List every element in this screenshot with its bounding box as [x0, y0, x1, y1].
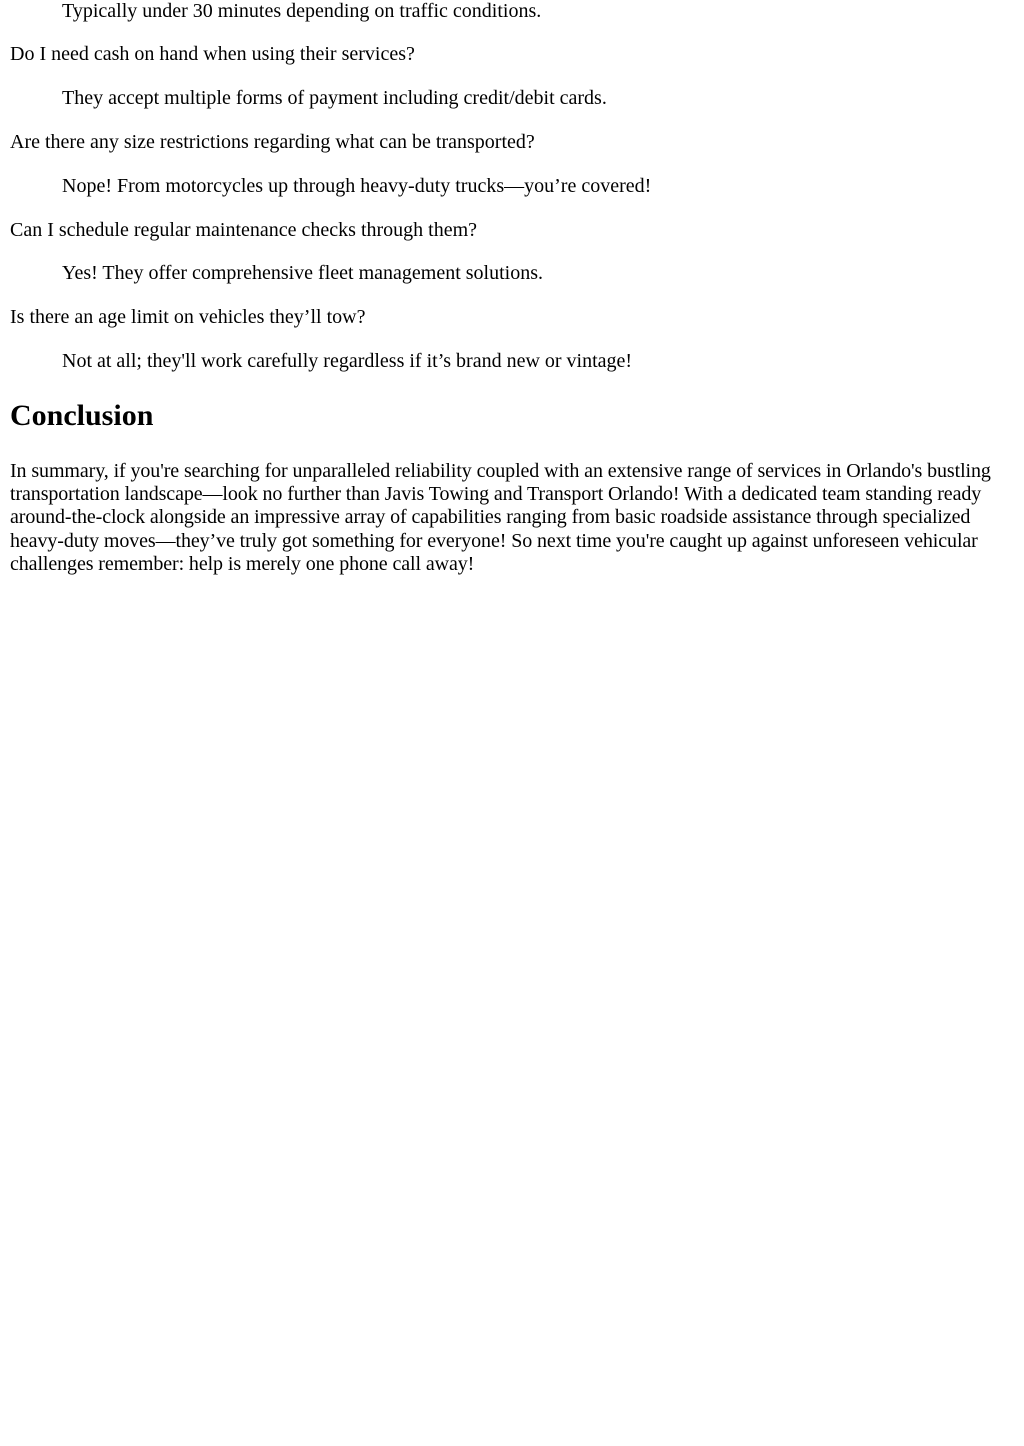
faq-answer: Nope! From motorcycles up through heavy-duty trucks—you’re covered!	[62, 175, 652, 197]
conclusion-paragraph: In summary, if you're searching for unparalleled reliability coupled with an extensive range of services in Orlando's bustling transportation landscape—look no further than Javis Towing and Transport Orlando! With a dedicated team standing ready around-the-clock alongside an impressive array of capabilities ranging from basic roadside assistance through specialized heavy-duty moves—they’ve truly got something for everyone! So next time you're caught up against unforeseen vehicular challenges remember: help is merely one phone call away!	[10, 460, 991, 575]
conclusion-heading: Conclusion	[10, 399, 154, 432]
faq-question: Are there any size restrictions regarding what can be transported?	[10, 131, 535, 153]
faq-question: Can I schedule regular maintenance checks through them?	[10, 219, 478, 241]
faq-answer: Not at all; they'll work carefully regardless if it’s brand new or vintage!	[62, 350, 633, 372]
faq-question: Is there an age limit on vehicles they’ll tow?	[10, 306, 366, 328]
faq-answer: Yes! They offer comprehensive fleet management solutions.	[62, 262, 543, 284]
faq-question: Do I need cash on hand when using their services?	[10, 43, 415, 65]
faq-answer: They accept multiple forms of payment including credit/debit cards.	[62, 87, 607, 109]
faq-answer: Typically under 30 minutes depending on traffic conditions.	[62, 0, 542, 22]
